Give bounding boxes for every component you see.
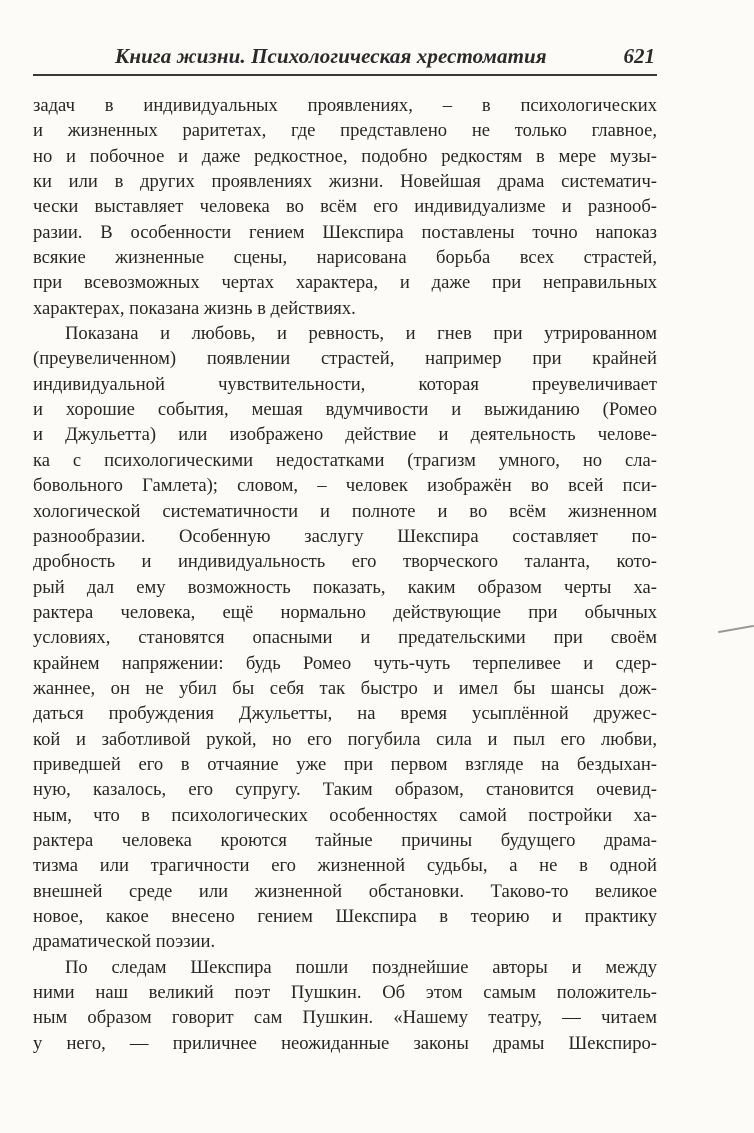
text-line: приведшей его в отчаяние уже при первом взгляде на бездыхан- <box>33 753 657 775</box>
running-head-title: Книга жизни. Психологическая хрестоматия <box>115 44 547 68</box>
paragraph <box>33 955 657 1056</box>
text-line: но и побочное и даже редкостное, подобно редкостям в мере музы- <box>33 145 657 167</box>
text-line: внешней среде или жизненной обстановки. Таково-то великое <box>33 880 657 902</box>
text-line: ным образом говорит сам Пушкин. «Нашему театру, — читаем <box>33 1007 657 1029</box>
text-line: условиях, становятся опасными и предательскими при своём <box>33 627 657 649</box>
text-line: задач в индивидуальных проявлениях, – в психологических <box>33 95 657 116</box>
text-line: и Джульетта) или изображено действие и деятельность челове- <box>33 424 657 446</box>
text-line: По следам Шекспира пошли позднейшие авторы и между <box>65 956 657 978</box>
text-line: рактера человека кроются тайные причины будущего драма- <box>33 829 657 851</box>
text-line: ным, что в психологических особенностях самой постройки ха- <box>33 804 657 826</box>
text-line: чески выставляет человека во всём его индивидуализме и разнооб- <box>33 196 657 218</box>
text-line: драматической поэзии. <box>33 931 216 953</box>
text-line: разии. В особенности гением Шекспира поставлены точно напоказ <box>33 221 657 243</box>
text-line: Показана и любовь, и ревность, и гнев при утрированном <box>65 323 657 345</box>
text-line: индивидуальной чувствительности, которая преувеличивает <box>33 373 657 395</box>
text-line: и жизненных раритетах, где представлено не только главное, <box>33 120 657 142</box>
text-line: жаннее, он не убил бы себя так быстро и имел бы шансы дож- <box>33 677 657 699</box>
text-line: хологической систематичности и полноте и во всём жизненном <box>33 500 657 522</box>
text-line: при всевозможных чертах характера, и даже при неправильных <box>33 272 657 294</box>
text-line: ка с психологическими недостатками (трагизм умного, но сла- <box>33 449 657 471</box>
running-header <box>33 44 657 76</box>
text-line: даться пробуждения Джульетты, на время усыплённой дружес- <box>33 703 657 725</box>
text-line: (преувеличенном) появлении страстей, например при крайней <box>33 348 657 370</box>
text-line: и хорошие события, мешая вдумчивости и выжиданию (Ромео <box>33 399 657 421</box>
text-line: крайнем напряжении: будь Ромео чуть-чуть терпеливее и сдер- <box>33 652 657 674</box>
text-line: характерах, показана жизнь в действиях. <box>33 297 356 319</box>
text-line: бовольного Гамлета); словом, – человек изображён во всей пси- <box>33 475 657 497</box>
text-line: дробность и индивидуальность его творческого таланта, кото- <box>33 551 657 573</box>
page-number: 621 <box>623 44 655 68</box>
text-line: ними наш великий поэт Пушкин. Об этом самым положитель- <box>33 982 657 1004</box>
paragraph <box>33 93 657 321</box>
text-line: рактера человека, ещё нормально действующие при обычных <box>33 601 657 623</box>
margin-pencil-mark <box>718 625 754 633</box>
text-line: всякие жизненные сцены, нарисована борьба всех страстей, <box>33 247 657 269</box>
text-line: новое, какое внесено гением Шекспира в теорию и практику <box>33 906 657 927</box>
text-line: кой и заботливой рукой, но его погубила сила и пыл его любви, <box>33 728 657 750</box>
text-line: разнообразии. Особенную заслугу Шекспира составляет по- <box>33 525 657 547</box>
text-line: у него, — приличнее неожиданные законы драмы Шекспиро- <box>33 1032 657 1054</box>
paragraph <box>33 321 657 955</box>
text-line: тизма или трагичности его жизненной судьбы, а не в одной <box>33 855 657 877</box>
text-line: ную, казалось, его супругу. Таким образом, становится очевид- <box>33 779 657 801</box>
body-text <box>33 93 657 1056</box>
text-line: рый дал ему возможность показать, каким образом черты ха- <box>33 576 657 598</box>
text-line: ки или в других проявлениях жизни. Новейшая драма систематич- <box>33 171 657 193</box>
